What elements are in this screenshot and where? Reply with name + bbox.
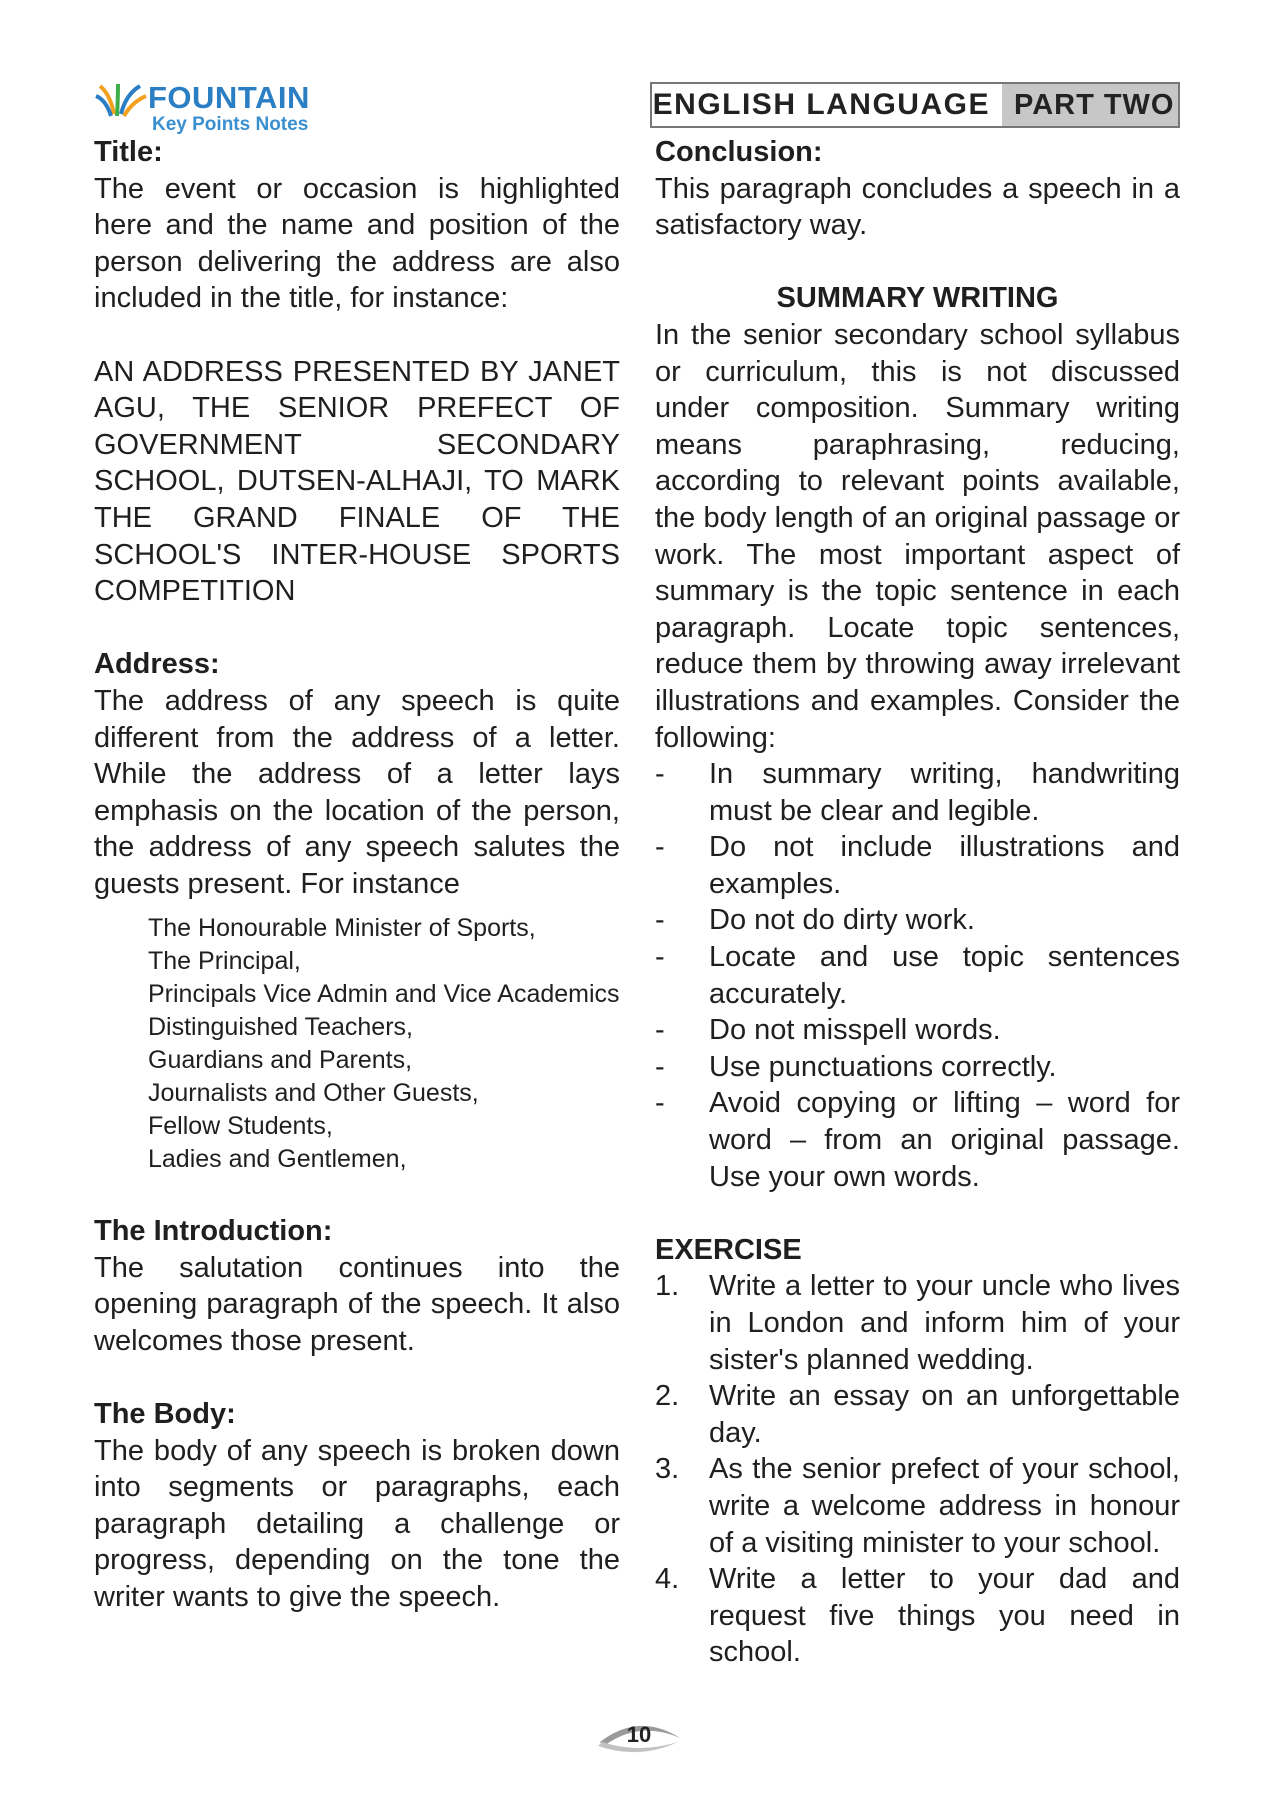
list-item <box>655 1378 1180 1451</box>
exercise-text: Write a letter to your uncle who lives in London and inform him of your sister's planned wedding. <box>709 1270 1180 1376</box>
conclusion-heading: Conclusion: <box>655 136 823 168</box>
tip-text: Do not do dirty work. <box>709 904 975 937</box>
tip-text: Do not misspell words. <box>709 1014 1001 1047</box>
salutation-line: Journalists and Other Guests, <box>148 1079 479 1108</box>
salutation-list <box>148 912 620 1176</box>
list-item <box>655 1451 1180 1561</box>
exercise-heading: EXERCISE <box>655 1233 802 1266</box>
title-heading: Title: <box>94 136 163 168</box>
list-item <box>655 939 1180 1012</box>
header-subject: ENGLISH LANGUAGE <box>652 88 990 121</box>
dash-marker: - <box>655 904 665 937</box>
list-item <box>655 829 1180 902</box>
list-item <box>655 1561 1180 1671</box>
introduction-paragraph: The salutation continues into the opening paragraph of the speech. It also welcomes those present. <box>94 1251 620 1357</box>
address-paragraph: The address of any speech is quite different from the address of a letter. While the address of a letter lays emphasis on the location of the person, the address of any speech salutes the guests present. For instance <box>94 684 620 900</box>
exercise-text: As the senior prefect of your school, write a welcome address in honour of a visiting minister to your school. <box>709 1453 1180 1559</box>
tip-text: Use punctuations correctly. <box>709 1050 1057 1083</box>
introduction-heading: The Introduction: <box>94 1215 333 1248</box>
list-item <box>655 1012 1180 1049</box>
tip-text: Locate and use topic sentences accurately. <box>709 941 1180 1010</box>
tip-text: Do not include illustrations and examples. <box>709 831 1180 900</box>
dash-marker: - <box>655 1050 665 1083</box>
body-heading: The Body: <box>94 1398 236 1431</box>
tip-text: Avoid copying or lifting – word for word – from an original passage. Use your own words. <box>709 1087 1180 1193</box>
list-item <box>655 902 1180 939</box>
title-paragraph: The event or occasion is highlighted here and the name and position of the person delivering the address are also included in the title, for instance: <box>94 172 620 315</box>
salutation-line: Principals Vice Admin and Vice Academics <box>148 980 620 1009</box>
summary-writing-heading: SUMMARY WRITING <box>776 282 1059 315</box>
fountain-logo-icon <box>92 80 150 120</box>
logo-subtitle: Key Points Notes <box>152 114 309 135</box>
exercise-text: Write a letter to your dad and request five things you need in school. <box>709 1563 1180 1669</box>
salutation-line: Guardians and Parents, <box>148 1046 413 1075</box>
salutation-line: Ladies and Gentlemen, <box>148 1145 407 1174</box>
exercise-number: 3. <box>655 1453 680 1486</box>
address-heading: Address: <box>94 648 220 681</box>
exercise-text: Write an essay on an unforgettable day. <box>709 1380 1180 1449</box>
dash-marker: - <box>655 758 665 791</box>
salutation-line: Distinguished Teachers, <box>148 1013 413 1042</box>
dash-marker: - <box>655 1014 665 1047</box>
salutation-line: The Honourable Minister of Sports, <box>148 914 536 943</box>
left-column <box>94 134 620 1616</box>
list-item <box>655 1268 1180 1378</box>
exercise-list <box>655 1268 1180 1671</box>
header-part: PART TWO <box>1002 84 1178 126</box>
page-number <box>594 1712 684 1760</box>
list-item <box>655 756 1180 829</box>
dash-marker: - <box>655 831 665 864</box>
list-item <box>655 1049 1180 1086</box>
publisher-logo <box>92 80 332 136</box>
page-header <box>650 82 1180 128</box>
conclusion-paragraph: This paragraph concludes a speech in a satisfactory way. <box>655 172 1180 242</box>
tip-text: In summary writing, handwriting must be clear and legible. <box>709 758 1180 827</box>
body-paragraph: The body of any speech is broken down into segments or paragraphs, each paragraph detailing a challenge or progress, depending on the tone the writer wants to give the speech. <box>94 1434 620 1613</box>
exercise-number: 4. <box>655 1563 680 1596</box>
right-column <box>655 134 1180 1671</box>
page-number-text: 10 <box>626 1722 652 1747</box>
summary-tips-list <box>655 756 1180 1195</box>
summary-paragraph: In the senior secondary school syllabus or curriculum, this is not discussed under composition. Summary writing means paraphrasing, reducing, according to relevant points available, the body length of an original passage or work. The most important aspect of summary is the topic sentence in each paragraph. Locate topic sentences, reduce them by throwing away irrelevant illustrations and examples. Consider the following: <box>655 318 1180 754</box>
title-example: AN ADDRESS PRESENTED BY JANET AGU, THE SENIOR PREFECT OF GOVERNMENT SECONDARY SCHOOL, DUTSEN-ALHAJI, TO MARK THE GRAND FINALE OF THE SCHOOL'S INTER-HOUSE SPORTS COMPETITION <box>94 355 620 608</box>
logo-brand: FOUNTAIN <box>148 80 310 115</box>
dash-marker: - <box>655 1087 665 1120</box>
salutation-line: Fellow Students, <box>148 1112 333 1141</box>
salutation-line: The Principal, <box>148 947 301 976</box>
exercise-number: 1. <box>655 1270 680 1303</box>
list-item <box>655 1085 1180 1195</box>
exercise-number: 2. <box>655 1380 680 1413</box>
dash-marker: - <box>655 941 665 974</box>
